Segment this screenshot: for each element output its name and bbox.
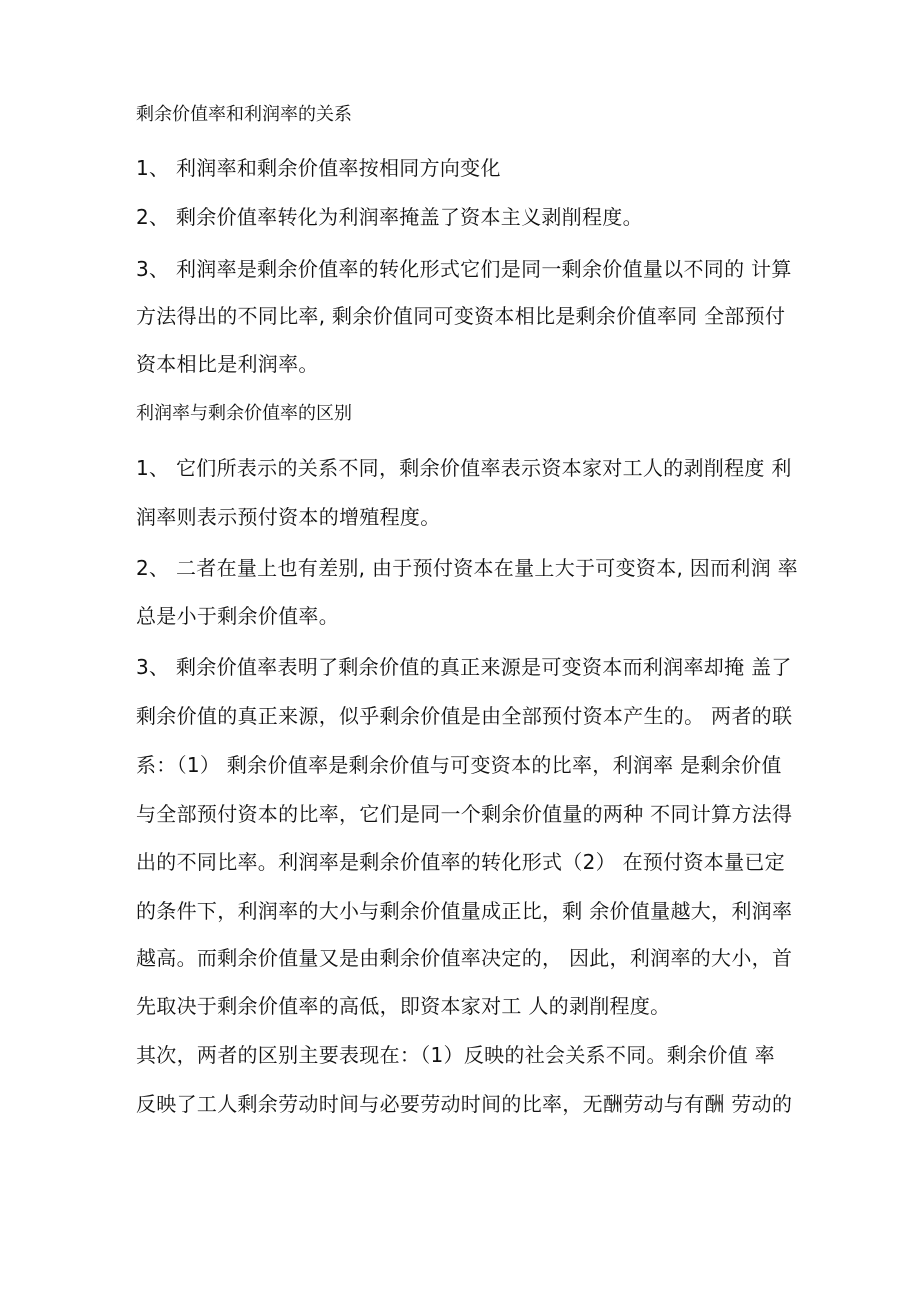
paragraph-line: 1、 利润率和剩余价值率按相同方向变化 bbox=[136, 156, 501, 180]
paragraph-line: 3、 利润率是剩余价值率的转化形式它们是同一剩余价值量以不同的 计算 bbox=[136, 257, 792, 281]
heading-relationship: 剩余价值率和利润率的关系 bbox=[136, 104, 352, 125]
paragraph-line: 1、 它们所表示的关系不同，剩余价值率表示资本家对工人的剥削程度 利 bbox=[136, 456, 792, 480]
paragraph-line: 系：（1） 剩余价值率是剩余价值与可变资本的比率，利润率 是剩余价值 bbox=[136, 753, 782, 777]
paragraph-line: 2、 二者在量上也有差别, 由于预付资本在量上大于可变资本, 因而利润 率 bbox=[136, 556, 798, 580]
paragraph-line: 与全部预付资本的比率，它们是同一个剩余价值量的两种 不同计算方法得 bbox=[136, 802, 793, 826]
paragraph-line: 总是小于剩余价值率。 bbox=[136, 604, 339, 628]
paragraph-line: 出的不同比率。利润率是剩余价值率的转化形式（2） 在预付资本量已定 bbox=[136, 850, 785, 874]
paragraph-line: 先取决于剩余价值率的高低，即资本家对工 人的剥削程度。 bbox=[136, 994, 671, 1018]
heading-difference: 利润率与剩余价值率的区别 bbox=[136, 403, 352, 424]
paragraph-line: 反映了工人剩余劳动时间与必要劳动时间的比率，无酬劳动与有酬 劳动的 bbox=[136, 1092, 793, 1116]
paragraph-line: 方法得出的不同比率, 剩余价值同可变资本相比是剩余价值率同 全部预付 bbox=[136, 304, 786, 328]
paragraph-line: 润率则表示预付资本的增殖程度。 bbox=[136, 505, 441, 529]
paragraph-line: 的条件下，利润率的大小与剩余价值量成正比，剩 余价值量越大，利润率 bbox=[136, 899, 793, 923]
paragraph-line: 2、 剩余价值率转化为利润率掩盖了资本主义剥削程度。 bbox=[136, 205, 643, 229]
paragraph-line: 资本相比是利润率。 bbox=[136, 352, 319, 376]
paragraph-line: 其次，两者的区别主要表现在：（1）反映的社会关系不同。剩余价值 率 bbox=[136, 1043, 775, 1067]
paragraph-line: 3、 剩余价值率表明了剩余价值的真正来源是可变资本而利润率却掩 盖了 bbox=[136, 655, 792, 679]
paragraph-line: 越高。而剩余价值量又是由剩余价值率决定的， 因此，利润率的大小，首 bbox=[136, 946, 793, 970]
paragraph-line: 剩余价值的真正来源，似乎剩余价值是由全部预付资本产生的。 两者的联 bbox=[136, 704, 793, 728]
